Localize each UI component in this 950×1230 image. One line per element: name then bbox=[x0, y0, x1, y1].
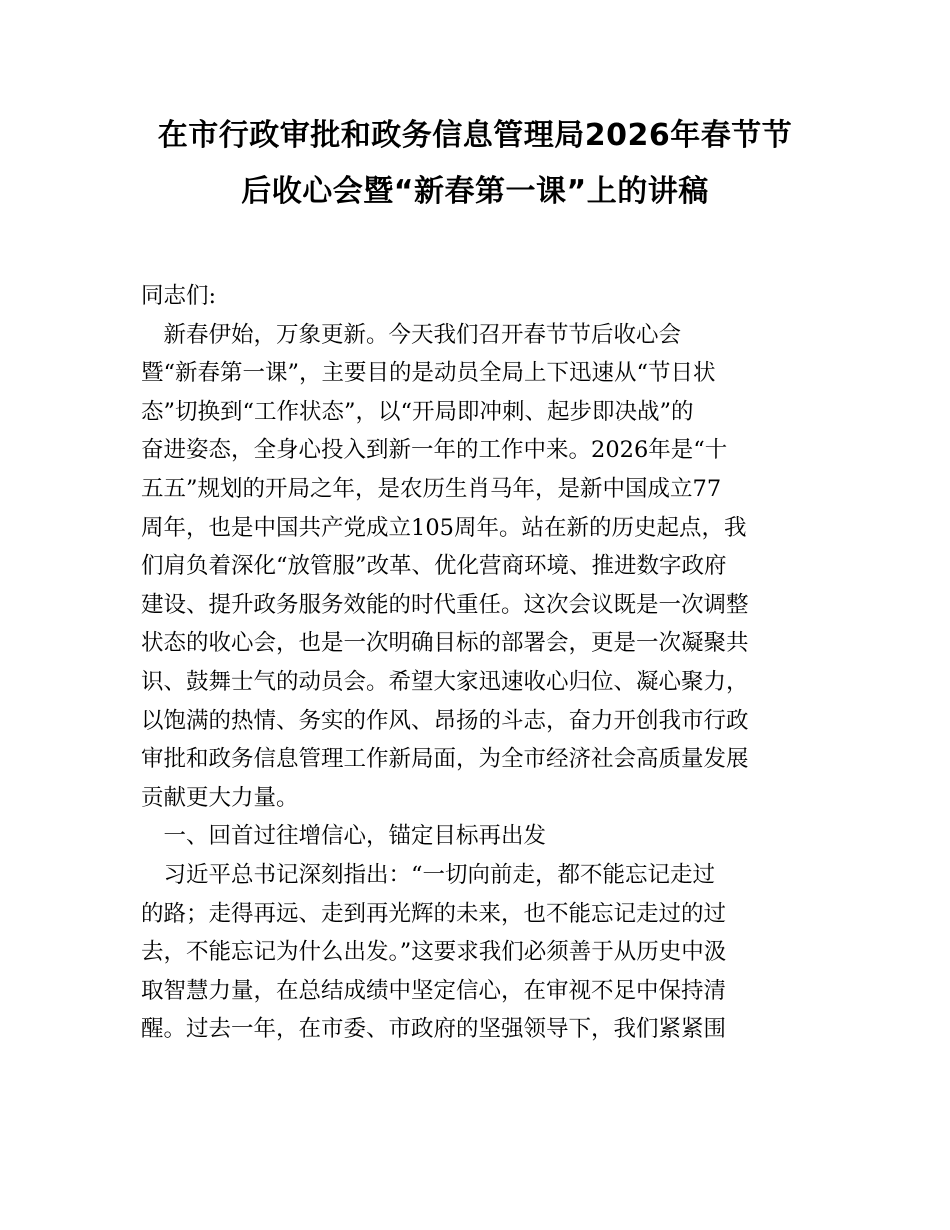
body-line: 周年，也是中国共产党成立105周年。站在新的历史起点，我 bbox=[141, 514, 747, 541]
body-line: 醒。过去一年，在市委、市政府的坚强领导下，我们紧紧围 bbox=[141, 1016, 727, 1043]
body-line: 奋进姿态，全身心投入到新一年的工作中来。2026年是“十 bbox=[141, 437, 728, 464]
body-line: 取智慧力量，在总结成绩中坚定信心，在审视不足中保持清 bbox=[141, 977, 727, 1004]
title-line-1: 在市行政审批和政务信息管理局2026年春节节 bbox=[157, 118, 793, 153]
document-body bbox=[141, 277, 811, 1049]
body-line: 状态的收心会，也是一次明确目标的部署会，更是一次凝聚共 bbox=[141, 630, 749, 657]
body-line: 态”切换到“工作状态”，以“开局即冲刺、起步即决战”的 bbox=[141, 398, 694, 425]
body-line: 新春伊始，万象更新。今天我们召开春节节后收心会 bbox=[141, 321, 682, 348]
body-line: 贡献更大力量。 bbox=[141, 784, 299, 811]
body-line: 建设、提升政务服务效能的时代重任。这次会议既是一次调整 bbox=[141, 591, 749, 618]
body-line: 以饱满的热情、务实的作风、昂扬的斗志，奋力开创我市行政 bbox=[141, 707, 749, 734]
title-line-2: 后收心会暨“新春第一课”上的讲稿 bbox=[241, 174, 709, 209]
section-heading: 一、回首过往增信心，锚定目标再出发 bbox=[141, 823, 547, 850]
salutation: 同志们: bbox=[141, 283, 217, 309]
body-line: 们肩负着深化“放管服”改革、优化营商环境、推进数字政府 bbox=[141, 553, 727, 580]
body-line: 的路；走得再远、走到再光辉的未来，也不能忘记走过的过 bbox=[141, 900, 727, 927]
body-line: 去，不能忘记为什么出发。”这要求我们必须善于从历史中汲 bbox=[141, 939, 727, 966]
body-line: 习近平总书记深刻指出：“一切向前走，都不能忘记走过 bbox=[141, 861, 716, 888]
body-line: 识、鼓舞士气的动员会。希望大家迅速收心归位、凝心聚力， bbox=[141, 668, 749, 695]
body-line: 暨“新春第一课”，主要目的是动员全局上下迅速从“节日状 bbox=[141, 360, 716, 387]
document-title bbox=[120, 108, 830, 220]
body-line: 五五”规划的开局之年，是农历生肖马年，是新中国成立77 bbox=[141, 475, 722, 502]
body-line: 审批和政务信息管理工作新局面，为全市经济社会高质量发展 bbox=[141, 746, 749, 773]
